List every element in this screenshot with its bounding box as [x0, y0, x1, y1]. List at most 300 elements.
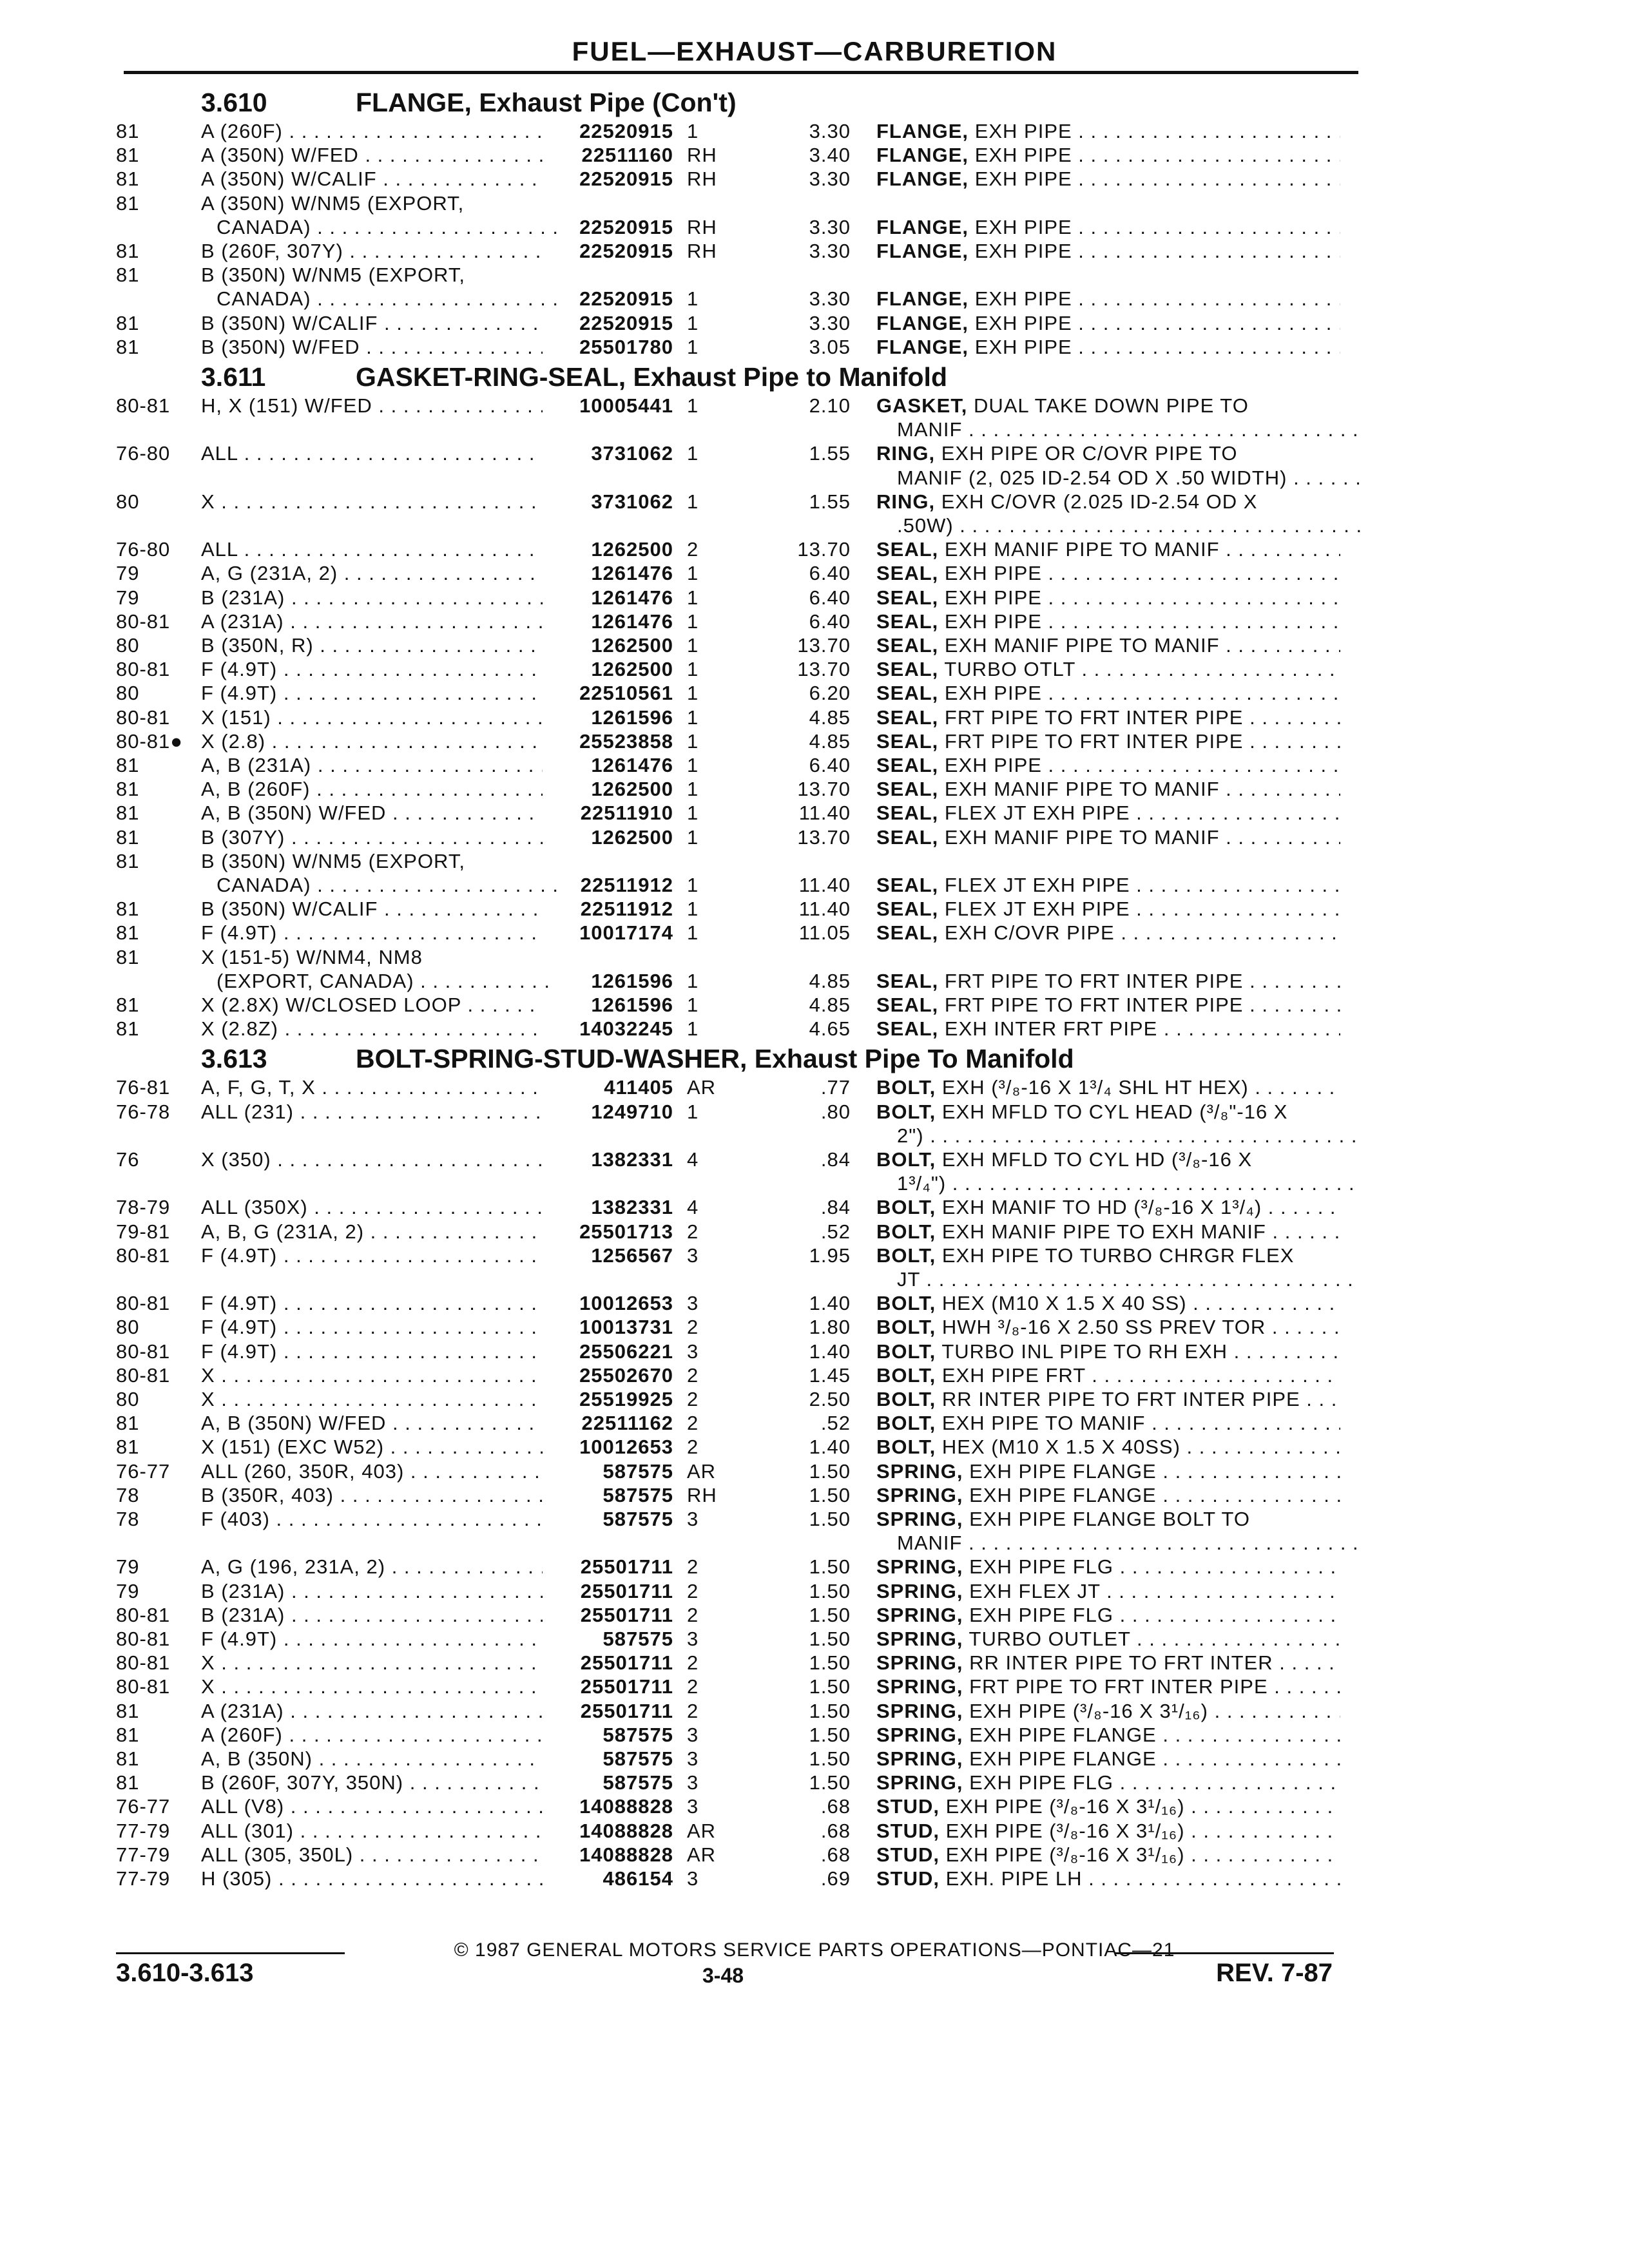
copyright-text: © 1987 GENERAL MOTORS SERVICE PARTS OPERATIONS—PONTIAC—21: [454, 1939, 1175, 1961]
part-name-text: EXH C/OVR PIPE: [944, 921, 1115, 945]
revision-label: REV. 7-87: [1216, 1959, 1333, 1987]
quantity: 1: [687, 921, 699, 945]
model-year: 81: [116, 1723, 140, 1746]
quantity: 1: [687, 778, 699, 801]
model-year: 80-81●: [116, 729, 184, 753]
model-year: 81: [116, 1412, 140, 1435]
model-description: F (403) . . .: [201, 1508, 543, 1531]
model-year: 81: [116, 994, 140, 1016]
price: 13.70: [797, 634, 851, 657]
part-name-continuation: 2") . . .: [897, 1124, 1361, 1148]
part-number: 1261476: [591, 562, 673, 585]
part-keyword: SEAL,: [876, 754, 939, 776]
part-number: 10012653: [579, 1436, 673, 1459]
part-name-text: EXH INTER FRT PIPE: [944, 1017, 1158, 1041]
model-year: 80-81: [116, 1340, 171, 1363]
part-number: 1261476: [591, 586, 673, 609]
model-description: X (350) . . .: [201, 1148, 543, 1171]
model-year: 77-79: [116, 1819, 171, 1842]
price: 2.50: [809, 1388, 851, 1410]
price: .77: [820, 1076, 851, 1099]
model-year: 80-81: [116, 1363, 171, 1387]
quantity: 1: [687, 874, 699, 896]
part-name: [876, 802, 1340, 825]
part-name-text: EXH PIPE TO MANIF: [941, 1412, 1146, 1435]
model-year: 79-81: [116, 1220, 171, 1243]
table-row: [0, 1700, 1418, 1725]
part-name-text: EXH PIPE: [944, 682, 1042, 705]
part-name: [876, 1867, 1340, 1890]
part-keyword: BOLT,: [876, 1148, 936, 1171]
part-name-text: FRT PIPE TO FRT INTER PIPE: [944, 706, 1244, 729]
model-year: 80: [116, 490, 140, 513]
table-row: [0, 1508, 1418, 1533]
part-number: 14088828: [579, 1819, 673, 1842]
quantity: 3: [687, 1292, 699, 1315]
section-heading: [0, 88, 1418, 124]
table-row: [0, 826, 1418, 852]
model-description: B (231A) . . .: [201, 1580, 543, 1603]
table-row-continuation: [0, 514, 1418, 540]
table-row: [0, 586, 1418, 612]
part-name-text: FRT PIPE TO FRT INTER PIPE: [969, 1675, 1268, 1698]
part-name-text: EXH PIPE: [974, 144, 1072, 167]
part-name-text: EXH MANIF PIPE TO MANIF: [944, 634, 1220, 657]
part-number: 25501711: [580, 1675, 673, 1698]
table-row: [0, 1771, 1418, 1797]
part-keyword: SEAL,: [876, 778, 939, 801]
price: 4.85: [809, 994, 851, 1016]
price: 4.85: [809, 729, 851, 753]
table-row: [0, 1148, 1418, 1174]
model-year: 76: [116, 1148, 140, 1171]
model-year: 81: [116, 1017, 140, 1041]
model-year: 76-80: [116, 442, 171, 465]
price: 1.95: [809, 1244, 851, 1267]
part-name: [876, 144, 1340, 167]
part-name: [876, 1100, 1340, 1124]
part-number: 25501780: [579, 335, 673, 358]
table-row-continuation: [0, 466, 1418, 492]
quantity: 1: [687, 754, 699, 776]
part-name-text: EXH MFLD TO CYL HD (³/₈-16 X: [941, 1148, 1253, 1171]
part-name: [876, 1700, 1340, 1723]
part-keyword: SPRING,: [876, 1579, 963, 1602]
part-keyword: BOLT,: [876, 1292, 936, 1315]
part-keyword: STUD,: [876, 1843, 940, 1866]
part-keyword: RING,: [876, 490, 936, 513]
model-year: 77-79: [116, 1867, 171, 1890]
model-year: 81: [116, 1771, 140, 1794]
model-year: 76-81: [116, 1076, 171, 1099]
part-name: [876, 1675, 1340, 1698]
part-name: [876, 826, 1340, 849]
model-description: ALL (231) . . .: [201, 1100, 543, 1124]
table-row: [0, 312, 1418, 338]
price: 6.20: [809, 682, 851, 705]
model-description: F (4.9T) . . .: [201, 1628, 543, 1651]
quantity: 1: [687, 120, 699, 142]
table-row-continuation: [0, 874, 1418, 899]
price: .69: [820, 1867, 851, 1890]
part-name: [876, 1724, 1340, 1747]
price: .84: [820, 1148, 851, 1171]
part-number: 22520915: [579, 168, 673, 191]
part-number: 22520915: [579, 120, 673, 142]
part-keyword: SPRING,: [876, 1603, 963, 1626]
price: 13.70: [797, 825, 851, 849]
quantity: 1: [687, 335, 699, 358]
part-keyword: SEAL,: [876, 538, 939, 561]
table-row: [0, 1460, 1418, 1486]
table-row: [0, 1580, 1418, 1606]
part-number: 10017174: [579, 921, 673, 945]
model-description: B (231A) . . .: [201, 586, 543, 610]
part-number: 10012653: [579, 1292, 673, 1315]
table-row: [0, 264, 1418, 289]
quantity: 2: [687, 538, 699, 561]
part-number: 25501711: [580, 1555, 673, 1579]
page-title: FUEL—EXHAUST—CARBURETION: [572, 36, 1057, 66]
part-keyword: SPRING,: [876, 1771, 963, 1794]
part-name: [876, 586, 1340, 610]
part-number: 22510561: [579, 682, 673, 705]
model-year: 81: [116, 825, 140, 849]
part-keyword: FLANGE,: [876, 287, 969, 311]
quantity: 1: [687, 706, 699, 729]
part-name: [876, 1628, 1340, 1651]
part-keyword: SEAL,: [876, 898, 939, 921]
part-keyword: FLANGE,: [876, 144, 969, 167]
model-year: 81: [116, 120, 140, 142]
quantity: 4: [687, 1148, 699, 1171]
price: 1.50: [809, 1699, 851, 1722]
part-keyword: BOLT,: [876, 1076, 936, 1099]
table-row: [0, 921, 1418, 947]
table-row: [0, 898, 1418, 923]
part-name-text: EXH PIPE FRT: [941, 1363, 1086, 1387]
price: 1.50: [809, 1675, 851, 1698]
model-year: 81: [116, 144, 140, 167]
model-year: 80-81: [116, 1244, 171, 1267]
part-name: [876, 682, 1340, 705]
part-keyword: BOLT,: [876, 1340, 936, 1363]
model-description: H, X (151) W/FED . . .: [201, 394, 543, 418]
model-year: 81: [116, 191, 140, 215]
section-number: 3.610: [201, 88, 267, 117]
part-keyword: SPRING,: [876, 1508, 963, 1530]
part-number: 411405: [604, 1076, 673, 1099]
model-year: 80-81: [116, 706, 171, 729]
price: 6.40: [809, 586, 851, 609]
part-name: [876, 634, 1340, 657]
part-name: [876, 1747, 1340, 1771]
table-row: [0, 1076, 1418, 1102]
model-year: 81: [116, 849, 140, 872]
part-number: 1262500: [591, 658, 673, 681]
header-rule: [124, 71, 1358, 74]
part-number: 587575: [602, 1771, 673, 1794]
section-range: 3.610-3.613: [116, 1959, 254, 1987]
part-number: 22520915: [579, 287, 673, 311]
price: 6.40: [809, 562, 851, 585]
part-name-text: EXH PIPE FLANGE: [969, 1723, 1157, 1746]
part-number: 1261596: [591, 706, 673, 729]
model-description: ALL (V8) . . .: [201, 1795, 543, 1818]
part-number: 22511162: [581, 1412, 673, 1435]
quantity: 2: [687, 1220, 699, 1243]
part-number: 22511912: [580, 874, 673, 896]
model-description: ALL (260, 350R, 403) . . .: [201, 1460, 543, 1483]
model-year: 80-81: [116, 1292, 171, 1315]
part-name: [876, 898, 1340, 921]
part-number: 3731062: [591, 490, 673, 513]
model-year: 80: [116, 1388, 140, 1410]
part-keyword: FLANGE,: [876, 311, 969, 334]
part-name: [876, 394, 1340, 418]
quantity: 1: [687, 394, 699, 417]
table-row: [0, 1843, 1418, 1869]
part-name-text: EXH PIPE: [944, 586, 1042, 609]
part-name: [876, 1820, 1340, 1843]
part-name-continuation: MANIF . . .: [897, 1532, 1361, 1555]
quantity: 1: [687, 442, 699, 465]
model-year: 77-79: [116, 1843, 171, 1866]
part-name-text: EXH MANIF PIPE TO MANIF: [944, 825, 1220, 849]
part-number: 14088828: [579, 1795, 673, 1818]
part-keyword: RING,: [876, 442, 936, 465]
table-row: [0, 1628, 1418, 1653]
quantity: AR: [687, 1843, 717, 1866]
part-number: 486154: [602, 1867, 673, 1890]
part-name-text: TURBO OUTLET: [969, 1628, 1131, 1650]
quantity: 2: [687, 1555, 699, 1579]
model-description: B (350N) W/FED . . .: [201, 336, 543, 359]
part-keyword: SPRING,: [876, 1628, 963, 1650]
quantity: 1: [687, 311, 699, 334]
part-keyword: SPRING,: [876, 1651, 963, 1675]
part-name: [876, 1364, 1340, 1387]
table-row: [0, 240, 1418, 265]
model-year: 81: [116, 240, 140, 262]
price: 3.30: [809, 287, 851, 311]
model-year: 81: [116, 168, 140, 191]
part-name: [876, 1244, 1340, 1267]
part-keyword: SPRING,: [876, 1699, 963, 1722]
model-description: A (350N) W/NM5 (EXPORT,: [201, 191, 465, 215]
model-description: ALL (305, 350L) . . .: [201, 1843, 543, 1867]
table-row: [0, 682, 1418, 707]
part-keyword: BOLT,: [876, 1196, 936, 1219]
part-name: [876, 1148, 1340, 1171]
price: 3.30: [809, 215, 851, 238]
price: 3.30: [809, 311, 851, 334]
table-row: [0, 1820, 1418, 1845]
price: 1.50: [809, 1747, 851, 1770]
table-row: [0, 1747, 1418, 1773]
quantity: 2: [687, 1412, 699, 1435]
price: 3.40: [809, 144, 851, 167]
model-description: ALL (350X) . . .: [201, 1196, 543, 1219]
table-row: [0, 394, 1418, 420]
part-name: [876, 730, 1340, 753]
part-keyword: SEAL,: [876, 921, 939, 945]
part-number: 14088828: [579, 1843, 673, 1866]
section-title: FLANGE, Exhaust Pipe (Con't): [356, 88, 737, 117]
part-keyword: SEAL,: [876, 562, 939, 585]
part-name: [876, 706, 1340, 729]
quantity: 1: [687, 802, 699, 825]
part-name: [876, 658, 1340, 681]
model-description: A (350N) W/FED . . .: [201, 144, 543, 167]
table-row: [0, 610, 1418, 636]
model-description: (EXPORT, CANADA) . . .: [217, 970, 558, 993]
part-keyword: SPRING,: [876, 1723, 963, 1746]
part-name-text: DUAL TAKE DOWN PIPE TO: [973, 394, 1249, 417]
quantity: 1: [687, 562, 699, 585]
model-description: A, B (260F) . . .: [201, 778, 543, 801]
part-name: [876, 1771, 1340, 1794]
part-name-text: EXH PIPE (³/₈-16 X 3¹/₁₆): [969, 1699, 1208, 1722]
quantity: 1: [687, 634, 699, 657]
model-year: 79: [116, 1579, 140, 1602]
model-description: B (260F, 307Y) . . .: [201, 240, 543, 263]
part-name-text: EXH PIPE: [974, 335, 1072, 358]
part-number: 22520915: [579, 215, 673, 238]
part-keyword: SEAL,: [876, 874, 939, 896]
model-year: 81: [116, 778, 140, 801]
table-row: [0, 1675, 1418, 1701]
model-year: 76-77: [116, 1795, 171, 1818]
part-number: 1262500: [591, 538, 673, 561]
quantity: 1: [687, 610, 699, 633]
part-name: [876, 1843, 1340, 1867]
model-year: 81: [116, 1747, 140, 1770]
model-description: B (231A) . . .: [201, 1604, 543, 1627]
quantity: AR: [687, 1819, 717, 1842]
model-description: ALL . . .: [201, 442, 543, 465]
price: 13.70: [797, 658, 851, 681]
part-name: [876, 1580, 1340, 1603]
model-description: X . . .: [201, 490, 543, 514]
quantity: 3: [687, 1723, 699, 1746]
part-number: 1261596: [591, 994, 673, 1016]
quantity: 2: [687, 1579, 699, 1602]
part-number: 1256567: [591, 1244, 673, 1267]
part-keyword: SPRING,: [876, 1459, 963, 1483]
part-name: [876, 778, 1340, 801]
part-number: 1262500: [591, 778, 673, 801]
part-keyword: FLANGE,: [876, 215, 969, 238]
part-name: [876, 874, 1340, 897]
part-name-text: EXH MANIF PIPE TO MANIF: [944, 538, 1220, 561]
part-name-text: EXH MANIF PIPE TO MANIF: [944, 778, 1220, 801]
model-year: 79: [116, 586, 140, 609]
model-description: F (4.9T) . . .: [201, 1316, 543, 1339]
table-row: [0, 1604, 1418, 1629]
table-row: [0, 1100, 1418, 1126]
part-name: [876, 312, 1340, 335]
model-year: 80: [116, 682, 140, 705]
part-name-text: FRT PIPE TO FRT INTER PIPE: [944, 969, 1244, 992]
table-row: [0, 1555, 1418, 1581]
quantity: 1: [687, 969, 699, 992]
part-number: 1261596: [591, 969, 673, 992]
model-description: A (231A) . . .: [201, 610, 543, 633]
table-row: [0, 706, 1418, 732]
part-name-text: EXH PIPE FLANGE: [969, 1459, 1157, 1483]
table-row-continuation: [0, 1172, 1418, 1198]
part-number: 14032245: [579, 1017, 673, 1041]
part-name-text: EXH PIPE: [974, 311, 1072, 334]
model-year: 80-81: [116, 1628, 171, 1650]
price: 11.40: [798, 874, 851, 896]
part-number: 587575: [602, 1723, 673, 1746]
model-description: A, B (350N) . . .: [201, 1747, 543, 1771]
price: 1.50: [809, 1483, 851, 1506]
part-name-text: EXH PIPE FLG: [969, 1603, 1113, 1626]
part-number: 25506221: [579, 1340, 673, 1363]
part-name-continuation: MANIF (2, 025 ID-2.54 OD X .50 WIDTH) . . .: [897, 466, 1361, 490]
part-name: [876, 120, 1340, 143]
part-keyword: SEAL,: [876, 682, 939, 705]
model-year: 76-77: [116, 1459, 171, 1483]
price: 1.55: [809, 442, 851, 465]
quantity: RH: [687, 215, 717, 238]
part-number: 10013731: [579, 1316, 673, 1339]
model-description: CANADA) . . .: [217, 216, 558, 239]
table-row: [0, 336, 1418, 361]
table-row-continuation: [0, 970, 1418, 995]
model-year: 80-81: [116, 394, 171, 417]
part-name: [876, 1388, 1340, 1411]
part-number: 22511160: [581, 144, 673, 167]
part-name-text: EXH PIPE: [974, 240, 1072, 262]
quantity: 3: [687, 1795, 699, 1818]
part-keyword: SEAL,: [876, 994, 939, 1016]
quantity: RH: [687, 240, 717, 262]
model-description: A, B (350N) W/FED . . .: [201, 1412, 543, 1435]
part-name-text: EXH (³/₈-16 X 1³/₄ SHL HT HEX): [941, 1076, 1249, 1099]
price: 13.70: [797, 538, 851, 561]
price: 3.30: [809, 120, 851, 142]
quantity: 2: [687, 1388, 699, 1410]
section-heading: [0, 362, 1418, 398]
table-row: [0, 1388, 1418, 1414]
part-name-continuation: .50W) . . .: [897, 514, 1361, 537]
price: 3.05: [809, 335, 851, 358]
model-year: 81: [116, 1436, 140, 1459]
part-name: [876, 1484, 1340, 1507]
part-name: [876, 1017, 1340, 1041]
part-number: 587575: [602, 1483, 673, 1506]
price: .52: [820, 1220, 851, 1243]
part-name-continuation: JT . . .: [897, 1268, 1361, 1291]
part-keyword: FLANGE,: [876, 168, 969, 191]
table-row: [0, 120, 1418, 146]
part-name: [876, 1412, 1340, 1435]
model-description: F (4.9T) . . .: [201, 1244, 543, 1267]
price: .84: [820, 1196, 851, 1219]
part-keyword: BOLT,: [876, 1436, 936, 1459]
model-year: 81: [116, 311, 140, 334]
part-name-text: HEX (M10 X 1.5 X 40SS): [941, 1436, 1181, 1459]
quantity: 3: [687, 1747, 699, 1770]
quantity: 1: [687, 898, 699, 921]
table-row: [0, 1436, 1418, 1461]
price: 4.85: [809, 706, 851, 729]
model-description: B (350N) W/CALIF . . .: [201, 312, 543, 335]
